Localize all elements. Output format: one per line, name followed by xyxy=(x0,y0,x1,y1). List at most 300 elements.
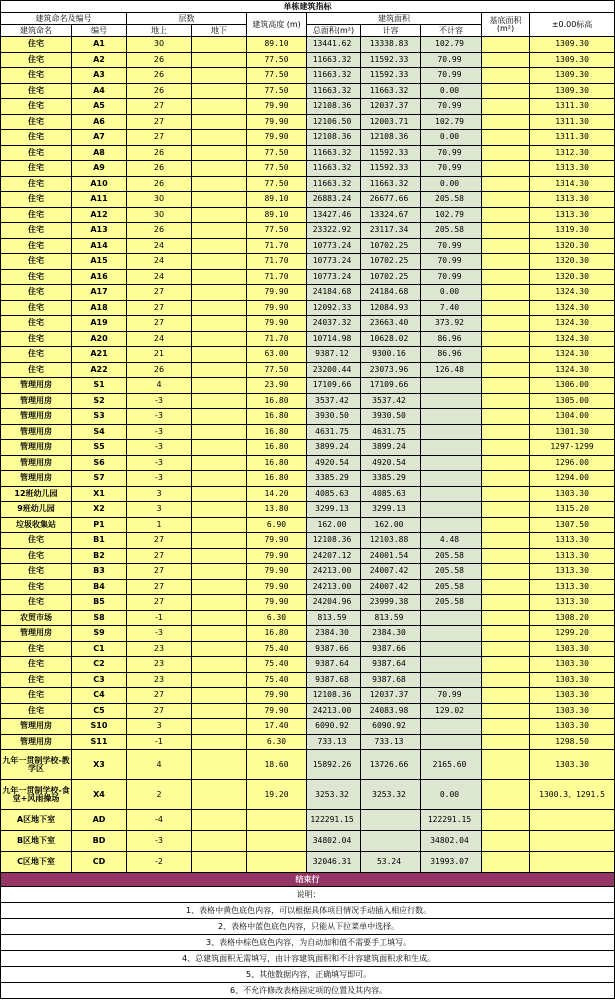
cell-above[interactable]: 4 xyxy=(127,750,192,780)
cell-code[interactable]: B2 xyxy=(72,548,127,564)
cell-above[interactable]: 24 xyxy=(127,269,192,285)
cell-counted[interactable]: 4920.54 xyxy=(361,455,421,471)
cell-above[interactable]: 27 xyxy=(127,300,192,316)
cell-total[interactable]: 10714.98 xyxy=(307,331,361,347)
cell-code[interactable]: A19 xyxy=(72,316,127,332)
cell-above[interactable]: -3 xyxy=(127,471,192,487)
cell-counted[interactable]: 3253.32 xyxy=(361,780,421,810)
cell-below[interactable] xyxy=(192,409,247,425)
cell-elev[interactable]: 1303.30 xyxy=(530,641,615,657)
cell-below[interactable] xyxy=(192,207,247,223)
cell-height[interactable]: 16.80 xyxy=(247,409,307,425)
cell-base[interactable] xyxy=(482,455,530,471)
cell-not[interactable]: 205.58 xyxy=(421,595,482,611)
cell-height[interactable]: 77.50 xyxy=(247,223,307,239)
cell-base[interactable] xyxy=(482,424,530,440)
cell-counted[interactable]: 10702.25 xyxy=(361,238,421,254)
cell-below[interactable] xyxy=(192,68,247,84)
cell-name[interactable]: 住宅 xyxy=(1,657,72,673)
cell-not[interactable]: 102.79 xyxy=(421,37,482,53)
cell-height[interactable]: 19.20 xyxy=(247,780,307,810)
cell-not[interactable]: 2165.60 xyxy=(421,750,482,780)
cell-height[interactable]: 79.90 xyxy=(247,533,307,549)
cell-name[interactable]: 住宅 xyxy=(1,316,72,332)
cell-not[interactable]: 205.58 xyxy=(421,564,482,580)
cell-base[interactable] xyxy=(482,780,530,810)
cell-total[interactable]: 11663.32 xyxy=(307,52,361,68)
cell-counted[interactable]: 24007.42 xyxy=(361,579,421,595)
cell-height[interactable]: 16.80 xyxy=(247,393,307,409)
cell-elev[interactable]: 1313.30 xyxy=(530,192,615,208)
cell-below[interactable] xyxy=(192,595,247,611)
cell-counted[interactable]: 24184.68 xyxy=(361,285,421,301)
cell-not[interactable]: 102.79 xyxy=(421,207,482,223)
cell-not[interactable]: 129.02 xyxy=(421,703,482,719)
cell-code[interactable]: B1 xyxy=(72,533,127,549)
cell-base[interactable] xyxy=(482,176,530,192)
cell-height[interactable]: 89.10 xyxy=(247,207,307,223)
cell-height[interactable]: 77.50 xyxy=(247,145,307,161)
cell-below[interactable] xyxy=(192,440,247,456)
cell-counted[interactable]: 24007.42 xyxy=(361,564,421,580)
cell-name[interactable]: 住宅 xyxy=(1,285,72,301)
cell-below[interactable] xyxy=(192,810,247,831)
cell-not[interactable]: 70.99 xyxy=(421,52,482,68)
cell-code[interactable]: A8 xyxy=(72,145,127,161)
cell-below[interactable] xyxy=(192,734,247,750)
cell-above[interactable]: 24 xyxy=(127,254,192,270)
cell-counted[interactable]: 9387.64 xyxy=(361,657,421,673)
cell-height[interactable]: 77.50 xyxy=(247,161,307,177)
cell-total[interactable]: 3385.29 xyxy=(307,471,361,487)
cell-name[interactable]: 住宅 xyxy=(1,300,72,316)
cell-above[interactable]: 26 xyxy=(127,161,192,177)
cell-height[interactable] xyxy=(247,810,307,831)
cell-above[interactable]: 27 xyxy=(127,595,192,611)
cell-name[interactable]: C区地下室 xyxy=(1,852,72,873)
cell-base[interactable] xyxy=(482,300,530,316)
cell-above[interactable]: -1 xyxy=(127,610,192,626)
cell-height[interactable]: 17.40 xyxy=(247,719,307,735)
cell-code[interactable]: A1 xyxy=(72,37,127,53)
cell-total[interactable]: 11663.32 xyxy=(307,161,361,177)
cell-name[interactable]: 管理用房 xyxy=(1,424,72,440)
cell-code[interactable]: A21 xyxy=(72,347,127,363)
cell-code[interactable]: BD xyxy=(72,831,127,852)
cell-name[interactable]: 住宅 xyxy=(1,52,72,68)
cell-elev[interactable]: 1294.00 xyxy=(530,471,615,487)
cell-total[interactable]: 4920.54 xyxy=(307,455,361,471)
cell-base[interactable] xyxy=(482,207,530,223)
cell-base[interactable] xyxy=(482,750,530,780)
cell-code[interactable]: A14 xyxy=(72,238,127,254)
cell-code[interactable]: S2 xyxy=(72,393,127,409)
cell-base[interactable] xyxy=(482,409,530,425)
cell-height[interactable]: 63.00 xyxy=(247,347,307,363)
cell-code[interactable]: C2 xyxy=(72,657,127,673)
cell-counted[interactable]: 10702.25 xyxy=(361,269,421,285)
cell-not[interactable]: 126.48 xyxy=(421,362,482,378)
cell-not[interactable] xyxy=(421,517,482,533)
cell-total[interactable]: 12108.36 xyxy=(307,130,361,146)
cell-base[interactable] xyxy=(482,145,530,161)
cell-height[interactable]: 77.50 xyxy=(247,176,307,192)
cell-above[interactable]: 1 xyxy=(127,517,192,533)
cell-height[interactable]: 16.80 xyxy=(247,424,307,440)
cell-total[interactable]: 9387.66 xyxy=(307,641,361,657)
cell-below[interactable] xyxy=(192,52,247,68)
cell-elev[interactable] xyxy=(530,831,615,852)
cell-base[interactable] xyxy=(482,579,530,595)
cell-code[interactable]: C4 xyxy=(72,688,127,704)
cell-elev[interactable]: 1313.30 xyxy=(530,161,615,177)
cell-total[interactable]: 12108.36 xyxy=(307,533,361,549)
cell-total[interactable]: 12106.50 xyxy=(307,114,361,130)
cell-not[interactable]: 70.99 xyxy=(421,254,482,270)
cell-counted[interactable]: 3537.42 xyxy=(361,393,421,409)
cell-counted[interactable]: 11592.33 xyxy=(361,161,421,177)
cell-height[interactable]: 16.80 xyxy=(247,471,307,487)
cell-below[interactable] xyxy=(192,641,247,657)
cell-above[interactable]: 27 xyxy=(127,130,192,146)
cell-base[interactable] xyxy=(482,626,530,642)
cell-total[interactable]: 2384.30 xyxy=(307,626,361,642)
cell-above[interactable]: 27 xyxy=(127,703,192,719)
cell-above[interactable]: 26 xyxy=(127,68,192,84)
cell-counted[interactable]: 23073.96 xyxy=(361,362,421,378)
cell-height[interactable]: 23.90 xyxy=(247,378,307,394)
cell-base[interactable] xyxy=(482,564,530,580)
cell-height[interactable]: 79.90 xyxy=(247,99,307,115)
cell-below[interactable] xyxy=(192,145,247,161)
cell-below[interactable] xyxy=(192,192,247,208)
cell-elev[interactable]: 1324.30 xyxy=(530,331,615,347)
cell-code[interactable]: A20 xyxy=(72,331,127,347)
cell-total[interactable]: 24204.96 xyxy=(307,595,361,611)
cell-below[interactable] xyxy=(192,83,247,99)
cell-code[interactable]: A6 xyxy=(72,114,127,130)
cell-name[interactable]: 住宅 xyxy=(1,130,72,146)
cell-not[interactable] xyxy=(421,393,482,409)
cell-below[interactable] xyxy=(192,130,247,146)
cell-counted[interactable]: 3930.50 xyxy=(361,409,421,425)
cell-height[interactable]: 79.90 xyxy=(247,579,307,595)
cell-above[interactable]: 26 xyxy=(127,223,192,239)
cell-counted[interactable]: 13726.66 xyxy=(361,750,421,780)
cell-above[interactable]: 30 xyxy=(127,192,192,208)
cell-total[interactable]: 9387.12 xyxy=(307,347,361,363)
cell-base[interactable] xyxy=(482,37,530,53)
cell-counted[interactable] xyxy=(361,831,421,852)
cell-elev[interactable]: 1298.50 xyxy=(530,734,615,750)
cell-elev[interactable] xyxy=(530,810,615,831)
cell-base[interactable] xyxy=(482,269,530,285)
cell-above[interactable]: -3 xyxy=(127,409,192,425)
cell-elev[interactable]: 1303.30 xyxy=(530,750,615,780)
cell-elev[interactable]: 1296.00 xyxy=(530,455,615,471)
cell-above[interactable]: 24 xyxy=(127,331,192,347)
cell-counted[interactable]: 17109.66 xyxy=(361,378,421,394)
cell-counted[interactable]: 3299.13 xyxy=(361,502,421,518)
cell-code[interactable]: X1 xyxy=(72,486,127,502)
cell-name[interactable]: 住宅 xyxy=(1,68,72,84)
cell-name[interactable]: 管理用房 xyxy=(1,440,72,456)
cell-height[interactable]: 6.30 xyxy=(247,610,307,626)
cell-base[interactable] xyxy=(482,52,530,68)
cell-total[interactable]: 9387.64 xyxy=(307,657,361,673)
cell-above[interactable]: 23 xyxy=(127,657,192,673)
cell-base[interactable] xyxy=(482,688,530,704)
cell-total[interactable]: 4631.75 xyxy=(307,424,361,440)
cell-above[interactable]: 30 xyxy=(127,207,192,223)
cell-below[interactable] xyxy=(192,564,247,580)
cell-below[interactable] xyxy=(192,610,247,626)
cell-code[interactable]: A10 xyxy=(72,176,127,192)
cell-below[interactable] xyxy=(192,548,247,564)
cell-not[interactable]: 70.99 xyxy=(421,145,482,161)
cell-below[interactable] xyxy=(192,424,247,440)
cell-base[interactable] xyxy=(482,703,530,719)
cell-elev[interactable]: 1324.30 xyxy=(530,300,615,316)
cell-below[interactable] xyxy=(192,114,247,130)
cell-not[interactable] xyxy=(421,719,482,735)
cell-below[interactable] xyxy=(192,300,247,316)
cell-below[interactable] xyxy=(192,672,247,688)
cell-elev[interactable]: 1314.30 xyxy=(530,176,615,192)
cell-above[interactable]: 26 xyxy=(127,145,192,161)
cell-above[interactable]: 26 xyxy=(127,362,192,378)
cell-below[interactable] xyxy=(192,657,247,673)
cell-name[interactable]: 垃圾收集站 xyxy=(1,517,72,533)
cell-name[interactable]: 住宅 xyxy=(1,207,72,223)
cell-base[interactable] xyxy=(482,130,530,146)
cell-not[interactable] xyxy=(421,486,482,502)
cell-code[interactable]: S4 xyxy=(72,424,127,440)
cell-height[interactable]: 79.90 xyxy=(247,316,307,332)
cell-not[interactable]: 205.58 xyxy=(421,579,482,595)
cell-counted[interactable]: 11592.33 xyxy=(361,52,421,68)
cell-elev[interactable]: 1301.30 xyxy=(530,424,615,440)
cell-below[interactable] xyxy=(192,362,247,378)
cell-total[interactable]: 11663.32 xyxy=(307,83,361,99)
cell-elev[interactable]: 1319.30 xyxy=(530,223,615,239)
cell-height[interactable]: 6.30 xyxy=(247,734,307,750)
cell-height[interactable]: 13.80 xyxy=(247,502,307,518)
cell-elev[interactable]: 1309.30 xyxy=(530,68,615,84)
cell-elev[interactable]: 1309.30 xyxy=(530,52,615,68)
cell-total[interactable]: 9387.68 xyxy=(307,672,361,688)
cell-total[interactable]: 23322.92 xyxy=(307,223,361,239)
cell-above[interactable]: 27 xyxy=(127,579,192,595)
cell-code[interactable]: A2 xyxy=(72,52,127,68)
cell-elev[interactable]: 1308.20 xyxy=(530,610,615,626)
cell-name[interactable]: 九年一贯制学校-食堂+风雨操场 xyxy=(1,780,72,810)
cell-below[interactable] xyxy=(192,579,247,595)
cell-total[interactable]: 12092.33 xyxy=(307,300,361,316)
cell-height[interactable]: 6.90 xyxy=(247,517,307,533)
cell-name[interactable]: 住宅 xyxy=(1,564,72,580)
cell-total[interactable]: 122291.15 xyxy=(307,810,361,831)
cell-code[interactable]: S5 xyxy=(72,440,127,456)
cell-total[interactable]: 733.13 xyxy=(307,734,361,750)
cell-name[interactable]: 住宅 xyxy=(1,238,72,254)
cell-height[interactable]: 18.60 xyxy=(247,750,307,780)
cell-code[interactable]: B5 xyxy=(72,595,127,611)
cell-name[interactable]: 九年一贯制学校-教学区 xyxy=(1,750,72,780)
cell-counted[interactable]: 11592.33 xyxy=(361,145,421,161)
cell-name[interactable]: 住宅 xyxy=(1,331,72,347)
cell-name[interactable]: 住宅 xyxy=(1,161,72,177)
cell-total[interactable]: 6090.92 xyxy=(307,719,361,735)
cell-code[interactable]: P1 xyxy=(72,517,127,533)
cell-name[interactable]: 住宅 xyxy=(1,703,72,719)
cell-total[interactable]: 24037.32 xyxy=(307,316,361,332)
cell-code[interactable]: A22 xyxy=(72,362,127,378)
cell-above[interactable]: 27 xyxy=(127,533,192,549)
cell-counted[interactable]: 11663.32 xyxy=(361,176,421,192)
cell-elev[interactable]: 1297-1299 xyxy=(530,440,615,456)
cell-counted[interactable]: 53.24 xyxy=(361,852,421,873)
cell-elev[interactable]: 1303.30 xyxy=(530,672,615,688)
cell-not[interactable]: 122291.15 xyxy=(421,810,482,831)
cell-height[interactable]: 16.80 xyxy=(247,626,307,642)
cell-below[interactable] xyxy=(192,502,247,518)
cell-counted[interactable]: 3385.29 xyxy=(361,471,421,487)
cell-code[interactable]: S1 xyxy=(72,378,127,394)
cell-name[interactable]: 住宅 xyxy=(1,114,72,130)
cell-height[interactable]: 77.50 xyxy=(247,68,307,84)
cell-counted[interactable]: 4085.63 xyxy=(361,486,421,502)
cell-code[interactable]: A18 xyxy=(72,300,127,316)
cell-not[interactable] xyxy=(421,471,482,487)
cell-base[interactable] xyxy=(482,810,530,831)
cell-total[interactable]: 10773.24 xyxy=(307,238,361,254)
cell-below[interactable] xyxy=(192,316,247,332)
cell-counted[interactable]: 11592.33 xyxy=(361,68,421,84)
cell-counted[interactable]: 12108.36 xyxy=(361,130,421,146)
cell-name[interactable]: 住宅 xyxy=(1,99,72,115)
cell-height[interactable] xyxy=(247,852,307,873)
cell-base[interactable] xyxy=(482,285,530,301)
cell-name[interactable]: 住宅 xyxy=(1,362,72,378)
cell-height[interactable]: 71.70 xyxy=(247,269,307,285)
cell-base[interactable] xyxy=(482,440,530,456)
cell-total[interactable]: 162.00 xyxy=(307,517,361,533)
cell-above[interactable]: 26 xyxy=(127,83,192,99)
cell-not[interactable]: 70.99 xyxy=(421,161,482,177)
cell-code[interactable]: S6 xyxy=(72,455,127,471)
cell-code[interactable]: A4 xyxy=(72,83,127,99)
cell-name[interactable]: A区地下室 xyxy=(1,810,72,831)
cell-not[interactable]: 70.99 xyxy=(421,68,482,84)
cell-code[interactable]: A15 xyxy=(72,254,127,270)
cell-name[interactable]: 农贸市场 xyxy=(1,610,72,626)
cell-elev[interactable]: 1324.30 xyxy=(530,347,615,363)
cell-above[interactable]: 26 xyxy=(127,52,192,68)
cell-total[interactable]: 11663.32 xyxy=(307,176,361,192)
cell-total[interactable]: 11663.32 xyxy=(307,68,361,84)
cell-counted[interactable]: 23117.34 xyxy=(361,223,421,239)
cell-elev[interactable]: 1303.30 xyxy=(530,719,615,735)
cell-below[interactable] xyxy=(192,486,247,502)
cell-name[interactable]: 12班幼儿园 xyxy=(1,486,72,502)
cell-below[interactable] xyxy=(192,688,247,704)
cell-not[interactable]: 86.96 xyxy=(421,347,482,363)
cell-base[interactable] xyxy=(482,548,530,564)
cell-code[interactable]: C1 xyxy=(72,641,127,657)
cell-not[interactable]: 70.99 xyxy=(421,99,482,115)
cell-elev[interactable]: 1304.00 xyxy=(530,409,615,425)
cell-height[interactable]: 14.20 xyxy=(247,486,307,502)
cell-total[interactable]: 813.59 xyxy=(307,610,361,626)
cell-below[interactable] xyxy=(192,750,247,780)
cell-name[interactable]: 住宅 xyxy=(1,269,72,285)
cell-name[interactable]: 管理用房 xyxy=(1,471,72,487)
cell-above[interactable]: 23 xyxy=(127,641,192,657)
cell-base[interactable] xyxy=(482,161,530,177)
cell-elev[interactable]: 1309.30 xyxy=(530,83,615,99)
cell-elev[interactable]: 1311.30 xyxy=(530,99,615,115)
cell-below[interactable] xyxy=(192,285,247,301)
cell-below[interactable] xyxy=(192,626,247,642)
cell-above[interactable]: 27 xyxy=(127,548,192,564)
cell-code[interactable]: B3 xyxy=(72,564,127,580)
cell-below[interactable] xyxy=(192,517,247,533)
cell-code[interactable]: S8 xyxy=(72,610,127,626)
cell-base[interactable] xyxy=(482,672,530,688)
cell-above[interactable]: 3 xyxy=(127,502,192,518)
cell-elev[interactable]: 1303.30 xyxy=(530,486,615,502)
cell-total[interactable]: 32046.31 xyxy=(307,852,361,873)
cell-not[interactable] xyxy=(421,672,482,688)
cell-elev[interactable]: 1313.30 xyxy=(530,595,615,611)
cell-above[interactable]: 27 xyxy=(127,316,192,332)
cell-not[interactable] xyxy=(421,440,482,456)
cell-name[interactable]: 住宅 xyxy=(1,579,72,595)
cell-counted[interactable]: 3899.24 xyxy=(361,440,421,456)
cell-total[interactable]: 17109.66 xyxy=(307,378,361,394)
cell-total[interactable]: 3899.24 xyxy=(307,440,361,456)
cell-counted[interactable]: 12084.93 xyxy=(361,300,421,316)
cell-base[interactable] xyxy=(482,99,530,115)
cell-above[interactable]: 27 xyxy=(127,285,192,301)
cell-total[interactable]: 12108.36 xyxy=(307,688,361,704)
cell-height[interactable]: 79.90 xyxy=(247,595,307,611)
cell-not[interactable]: 70.99 xyxy=(421,238,482,254)
cell-base[interactable] xyxy=(482,641,530,657)
cell-above[interactable]: -3 xyxy=(127,440,192,456)
cell-code[interactable]: S3 xyxy=(72,409,127,425)
cell-above[interactable]: 27 xyxy=(127,99,192,115)
cell-below[interactable] xyxy=(192,831,247,852)
cell-code[interactable]: A5 xyxy=(72,99,127,115)
cell-height[interactable]: 77.50 xyxy=(247,362,307,378)
cell-total[interactable]: 4085.63 xyxy=(307,486,361,502)
cell-elev[interactable]: 1303.30 xyxy=(530,703,615,719)
cell-counted[interactable]: 9387.68 xyxy=(361,672,421,688)
cell-counted[interactable]: 162.00 xyxy=(361,517,421,533)
cell-code[interactable]: A16 xyxy=(72,269,127,285)
cell-total[interactable]: 23200.44 xyxy=(307,362,361,378)
cell-elev[interactable]: 1307.50 xyxy=(530,517,615,533)
cell-above[interactable]: -3 xyxy=(127,831,192,852)
cell-total[interactable]: 3299.13 xyxy=(307,502,361,518)
cell-name[interactable]: 住宅 xyxy=(1,254,72,270)
cell-height[interactable]: 75.40 xyxy=(247,672,307,688)
cell-base[interactable] xyxy=(482,83,530,99)
cell-elev[interactable]: 1313.30 xyxy=(530,579,615,595)
cell-total[interactable]: 24213.00 xyxy=(307,703,361,719)
